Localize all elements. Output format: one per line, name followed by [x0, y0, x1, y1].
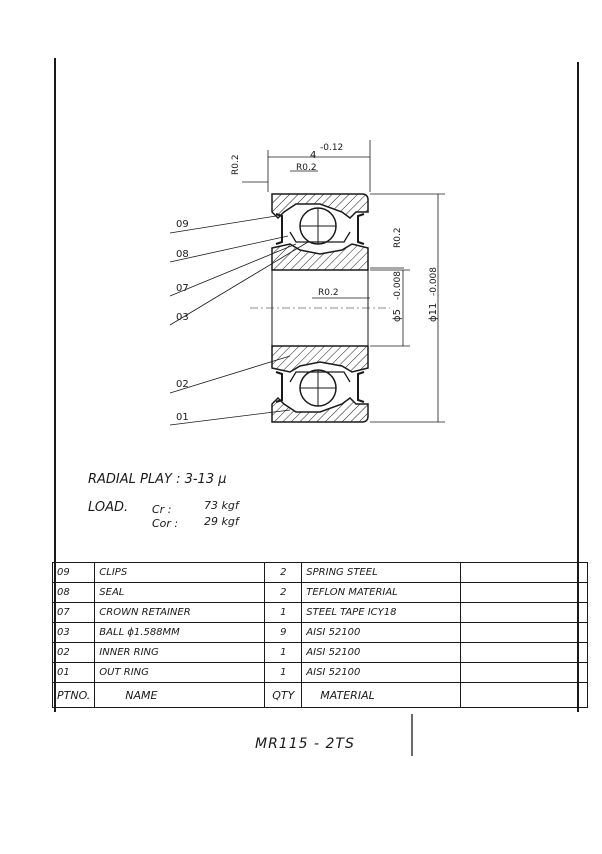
- header-name: NAME: [95, 683, 265, 708]
- part-number-title: MR115 - 2TS: [255, 736, 355, 752]
- table-row: [53, 663, 588, 683]
- qty-cell: 2: [265, 583, 302, 603]
- blank-cell: [461, 663, 588, 683]
- blank-cell: [461, 603, 588, 623]
- blank-cell: [461, 623, 588, 643]
- table-row: [53, 563, 588, 583]
- bore-dim-tol: -0.008: [393, 270, 403, 300]
- callout-02: 02: [176, 379, 189, 390]
- r02-label-left: R0.2: [231, 154, 241, 175]
- r02-label-right: R0.2: [393, 227, 403, 248]
- callout-09: 09: [176, 219, 189, 230]
- width-dim-tol: -0.12: [320, 143, 344, 153]
- callout-03: 03: [176, 312, 189, 323]
- material-cell: AISI 52100: [302, 643, 461, 663]
- table-row: [53, 603, 588, 623]
- seal-top-left: [276, 214, 282, 244]
- seal-bottom-left: [276, 372, 282, 402]
- part-no-cell: 03: [53, 623, 95, 643]
- qty-cell: 1: [265, 643, 302, 663]
- part-no-cell: 09: [53, 563, 95, 583]
- bill-of-materials: [52, 562, 588, 708]
- material-cell: TEFLON MATERIAL: [302, 583, 461, 603]
- part-name-cell: OUT RING: [95, 663, 265, 683]
- part-name-cell: BALL ϕ1.588MM: [95, 623, 265, 643]
- callout-07: 07: [176, 283, 189, 294]
- seal-bottom-right: [358, 372, 364, 402]
- table-row: [53, 623, 588, 643]
- header-material: MATERIAL: [302, 683, 461, 708]
- part-name-cell: INNER RING: [95, 643, 265, 663]
- header-qty: QTY: [265, 683, 302, 708]
- qty-cell: 9: [265, 623, 302, 643]
- title-block: [52, 714, 577, 756]
- qty-cell: 2: [265, 563, 302, 583]
- part-no-cell: 02: [53, 643, 95, 663]
- part-no-cell: 07: [53, 603, 95, 623]
- table-row: [53, 583, 588, 603]
- qty-cell: 1: [265, 603, 302, 623]
- cor-value: 29 kgf: [204, 515, 239, 528]
- cr-value: 73 kgf: [204, 499, 239, 512]
- r02-label-bore: R0.2: [318, 288, 339, 298]
- table-row: [53, 643, 588, 663]
- material-cell: AISI 52100: [302, 623, 461, 643]
- radial-play: RADIAL PLAY : 3-13 μ: [88, 472, 227, 487]
- blank-cell: [461, 583, 588, 603]
- od-dim-value: ϕ11: [428, 302, 439, 322]
- cr-label: Cr :: [152, 503, 172, 516]
- blank-cell: [461, 563, 588, 583]
- header-part-no: PTNO.: [53, 683, 95, 708]
- part-name-cell: SEAL: [95, 583, 265, 603]
- cor-label: Cor :: [152, 517, 179, 530]
- part-no-cell: 01: [53, 663, 95, 683]
- inner-ring-bottom: [272, 346, 368, 372]
- leader-03: [170, 242, 308, 325]
- table-header-row: [53, 683, 588, 708]
- callout-08: 08: [176, 249, 189, 260]
- bore-dim-value: ϕ5: [392, 309, 403, 322]
- blank-cell: [461, 683, 588, 708]
- material-cell: AISI 52100: [302, 663, 461, 683]
- load-label: LOAD.: [88, 500, 129, 515]
- material-cell: STEEL TAPE ICY18: [302, 603, 461, 623]
- material-cell: SPRING STEEL: [302, 563, 461, 583]
- blank-cell: [461, 643, 588, 663]
- r02-label-top: R0.2: [296, 163, 317, 173]
- qty-cell: 1: [265, 663, 302, 683]
- part-no-cell: 08: [53, 583, 95, 603]
- part-name-cell: CLIPS: [95, 563, 265, 583]
- seal-top-right: [358, 214, 364, 244]
- width-dim-value: 4: [310, 150, 317, 161]
- callout-01: 01: [176, 412, 189, 423]
- od-dim-tol: -0.008: [429, 266, 439, 296]
- part-name-cell: CROWN RETAINER: [95, 603, 265, 623]
